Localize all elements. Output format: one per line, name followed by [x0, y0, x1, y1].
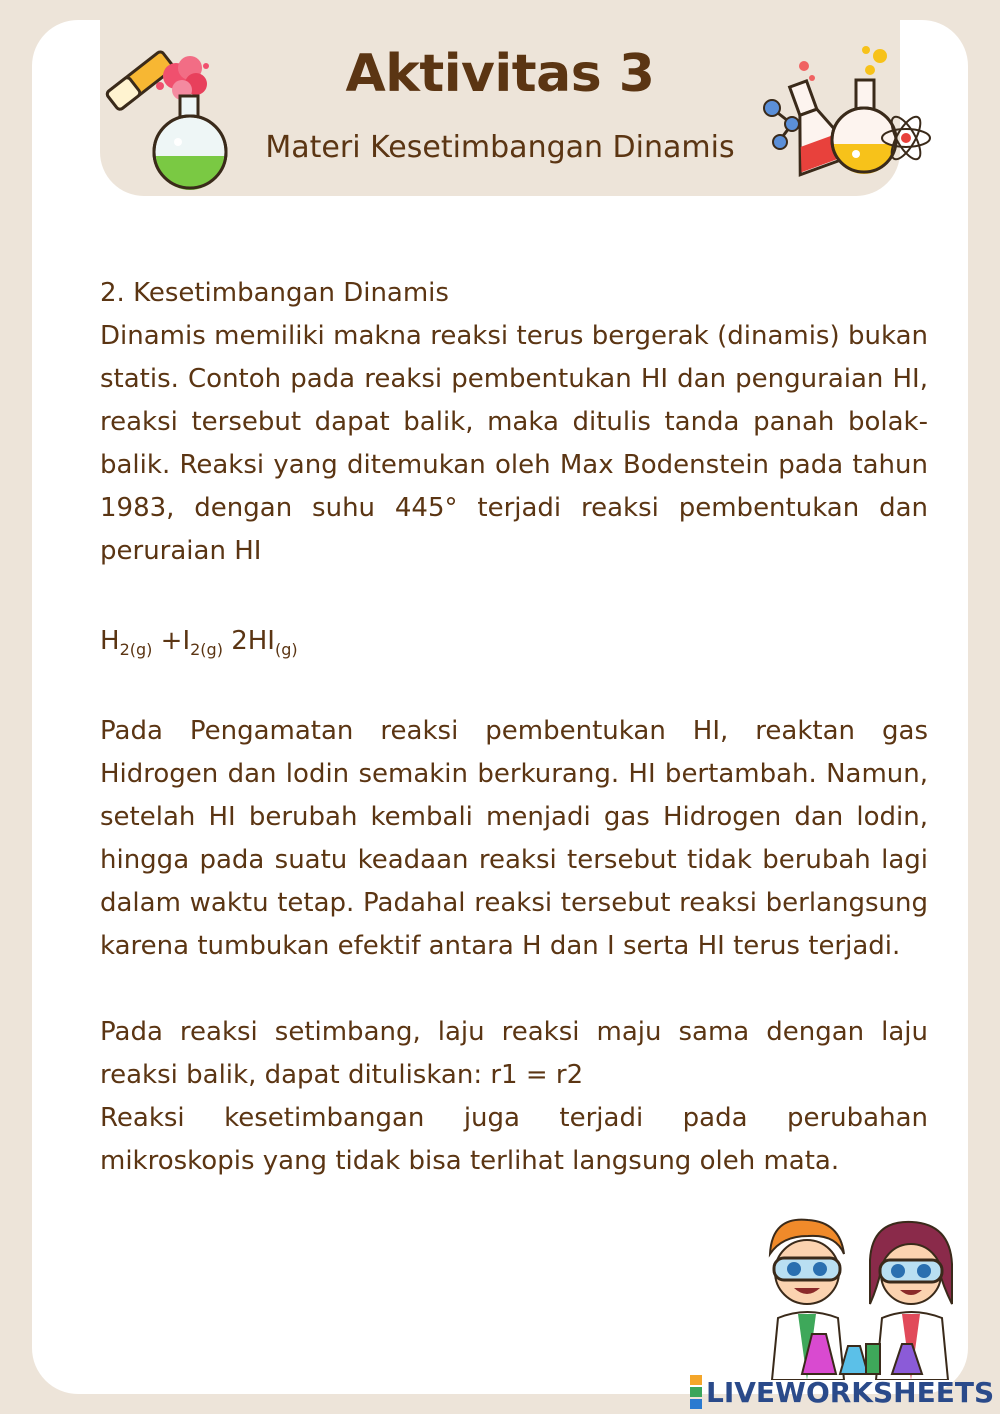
liveworksheets-logo-icon: [690, 1374, 702, 1410]
chemical-equation: $H_{2(g)} +I_{2(g)}$ $2HI_{(g)}$: [100, 626, 298, 659]
page-subtitle: Materi Kesetimbangan Dinamis: [265, 130, 735, 165]
liveworksheets-watermark: [690, 1372, 994, 1412]
content-body: [100, 272, 928, 1183]
page-title: Aktivitas 3: [345, 44, 655, 104]
section-heading: 2. Kesetimbangan Dinamis: [100, 278, 449, 308]
paragraph-4: Reaksi kesetimbangan juga terjadi pada perubahan mikroskopis yang tidak bisa terlihat langsung oleh mata.: [100, 1103, 928, 1176]
paragraph-3: Pada reaksi setimbang, laju reaksi maju sama dengan laju reaksi balik, dapat dituliskan: r1 = r2: [100, 1017, 928, 1090]
watermark-text: LIVEWORKSHEETS: [706, 1375, 995, 1409]
paragraph-1: Dinamis memiliki makna reaksi terus bergerak (dinamis) bukan statis. Contoh pada reaksi pembentukan HI dan penguraian HI, reaksi tersebut dapat balik, maka ditulis tanda panah bolak-balik. Reaksi yang ditemukan oleh Max Bodenstein pada tahun 1983, dengan suhu 445° terjadi reaksi pembentukan dan peruraian HI: [100, 321, 928, 566]
paragraph-2: Pada Pengamatan reaksi pembentukan HI, reaktan gas Hidrogen dan lodin semakin berkurang. HI bertambah. Namun, setelah HI berubah kembali menjadi gas Hidrogen dan lodin, hingga pada suatu keadaan reaksi tersebut tidak berubah lagi dalam waktu tetap. Padahal reaksi tersebut reaksi berlangsung karena tumbukan efektif antara H dan I serta HI terus terjadi.: [100, 716, 928, 961]
kid-scientists-illustration: [752, 1214, 970, 1380]
